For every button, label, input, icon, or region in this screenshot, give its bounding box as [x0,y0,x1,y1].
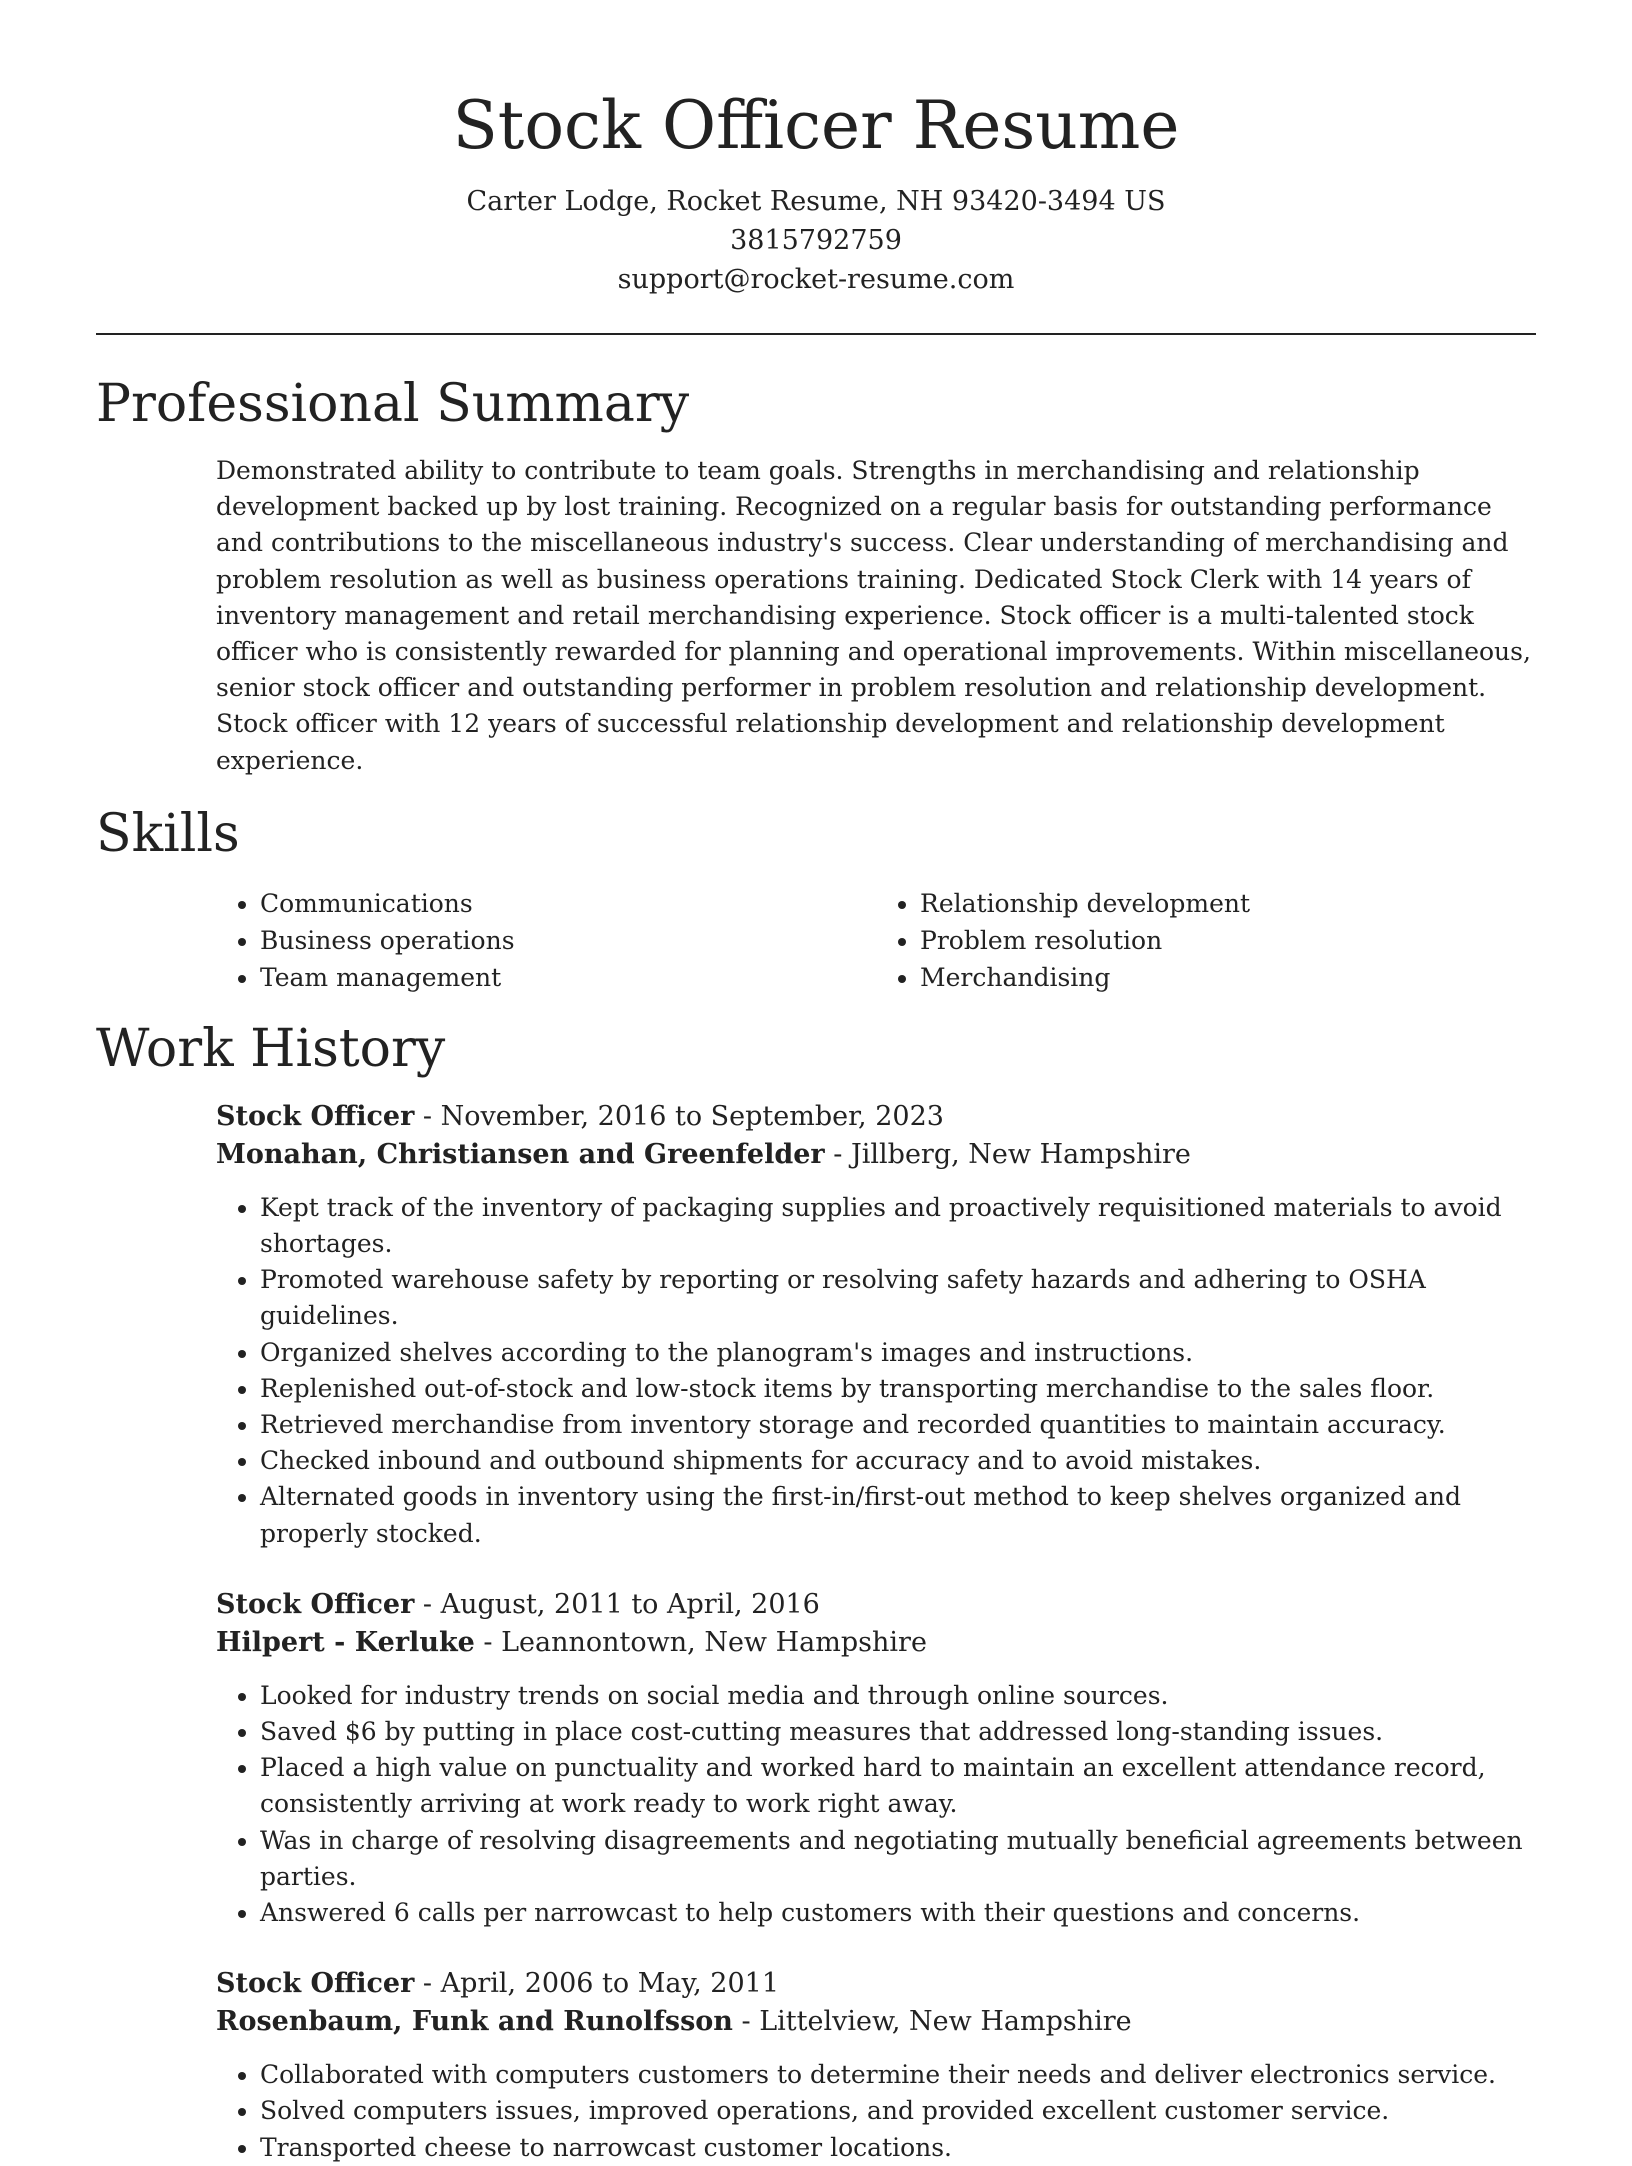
skills-list [216,885,1536,996]
skills-column-right [876,885,1536,996]
header-divider [96,333,1536,335]
phone: 3815792759 [730,225,902,256]
skill-item: • Merchandising [920,959,1536,996]
job-company-line [216,1136,1546,1174]
job-bullet: • Placed a high value on punctuality and worked hard to maintain an excellent attendance record, consistently arriving at work ready to work right away. [260,1750,1546,1822]
skills-column-left [216,885,876,996]
job-bullet: • Promoted warehouse safety by reporting or resolving safety hazards and adhering to OSHA guidelines. [260,1262,1546,1334]
job-company: Hilpert - Kerluke [216,1626,475,1658]
job-bullets [216,1678,1546,1931]
email: support@rocket-resume.com [617,264,1015,295]
job-company-line [216,1624,1546,1662]
job-dates: - November, 2016 to September, 2023 [414,1100,944,1132]
job-dates: - April, 2006 to May, 2011 [414,1968,779,2000]
job-role: Stock Officer [216,1588,415,1620]
job-title-line [216,1965,1546,2003]
job-dates: - August, 2011 to April, 2016 [414,1588,820,1620]
work-history-heading: Work History [96,1018,446,1079]
job-bullet: • Was in charge of resolving disagreements and negotiating mutually beneficial agreements between parties. [260,1823,1546,1895]
job-location: - Leannontown, New Hampshire [474,1626,927,1658]
job-bullet: • Looked for industry trends on social media and through online sources. [260,1678,1546,1714]
job-location: - Jillberg, New Hampshire [824,1138,1191,1170]
job-bullet: • Solved computers issues, improved operations, and provided excellent customer service. [260,2093,1546,2129]
skill-item: • Communications [260,885,876,922]
job-entry [216,1098,1546,1552]
skill-item: • Team management [260,959,876,996]
job-title-line [216,1586,1546,1624]
job-bullet: • Transported cheese to narrowcast customer locations. [260,2130,1546,2166]
job-location: - Littelview, New Hampshire [732,2006,1132,2038]
job-bullet: • Answered 6 calls per narrowcast to help customers with their questions and concerns. [260,1895,1546,1931]
job-bullets [216,1190,1546,1552]
skill-item: • Problem resolution [920,922,1536,959]
address: Carter Lodge, Rocket Resume, NH 93420-3494 US [466,186,1166,217]
skill-item: • Business operations [260,922,876,959]
resume-header [96,0,1536,299]
job-bullet: • Saved $6 by putting in place cost-cutting measures that addressed long-standing issues. [260,1714,1546,1750]
job-bullet: • Replenished out-of-stock and low-stock items by transporting merchandise to the sales floor. [260,1371,1546,1407]
job-company: Monahan, Christiansen and Greenfelder [216,1138,825,1170]
job-role: Stock Officer [216,1968,415,2000]
job-company: Rosenbaum, Funk and Runolfsson [216,2006,733,2038]
job-bullet: • Organized shelves according to the planogram's images and instructions. [260,1335,1546,1371]
job-bullet: • Checked inbound and outbound shipments for accuracy and to avoid mistakes. [260,1443,1546,1479]
job-bullet: • Retrieved merchandise from inventory storage and recorded quantities to maintain accuracy. [260,1407,1546,1443]
job-entry [216,1965,1546,2166]
contact-block [96,182,1536,299]
resume-page [96,0,1536,2166]
summary-heading: Professional Summary [96,374,690,434]
summary-text: Demonstrated ability to contribute to team goals. Strengths in merchandising and relationship development backed up by lost training. Recognized on a regular basis for outstanding performance and contributions to the miscellaneous industry's success. Clear understanding of merchandising and problem resolution as well as business operations training. Dedicated Stock Clerk with 14 years of inventory management and retail merchandising experience. Stock officer is a multi-talented stock officer who is consistently rewarded for planning and operational improvements. Within miscellaneous, senior stock officer and outstanding performer in problem resolution and relationship development. Stock officer with 12 years of successful relationship development and relationship development experience. [216,456,1531,775]
work-history-list [96,1098,1536,2166]
job-bullet: • Collaborated with computers customers to determine their needs and deliver electronics service. [260,2057,1546,2093]
job-title-line [216,1098,1546,1136]
job-role: Stock Officer [216,1100,415,1132]
skills-heading: Skills [96,803,240,864]
job-bullet: • Kept track of the inventory of packaging supplies and proactively requisitioned materials to avoid shortages. [260,1190,1546,1262]
job-entry [216,1586,1546,1931]
job-company-line [216,2003,1546,2041]
resume-title: Stock Officer Resume [452,87,1180,164]
job-bullet: • Alternated goods in inventory using the first-in/first-out method to keep shelves organized and properly stocked. [260,1479,1546,1551]
skill-item: • Relationship development [920,885,1536,922]
